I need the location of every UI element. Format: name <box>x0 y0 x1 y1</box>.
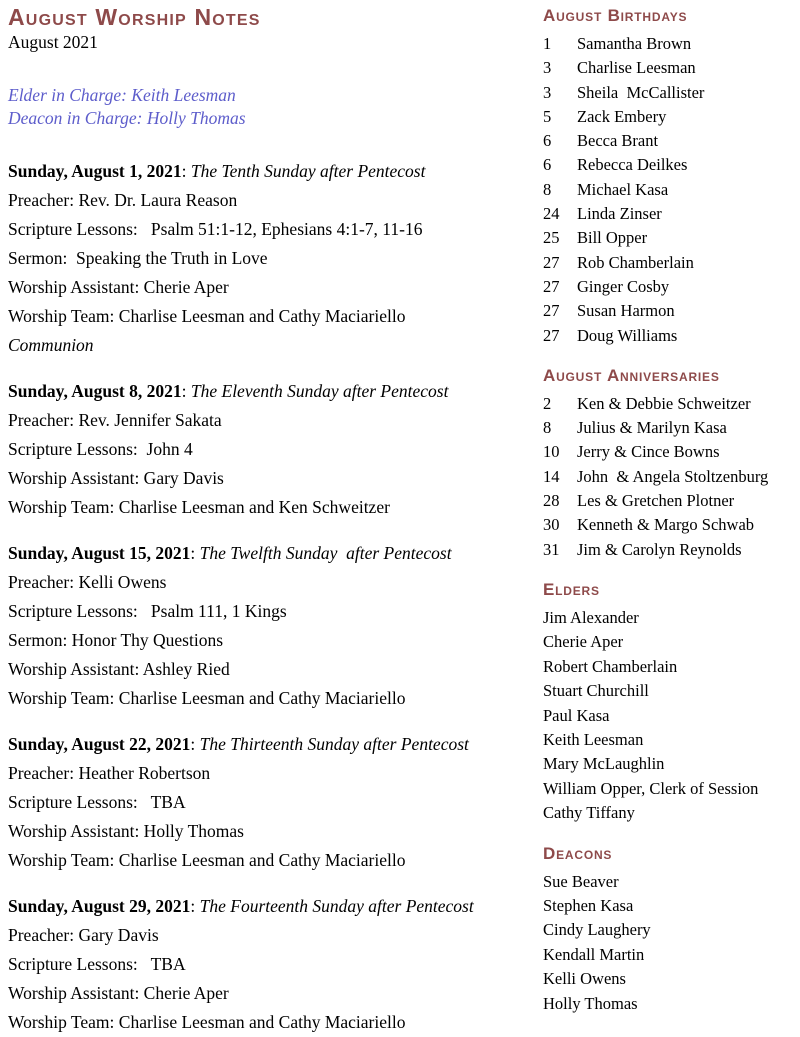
anniversary-day: 30 <box>543 515 560 535</box>
page-subtitle: August 2021 <box>8 32 98 52</box>
worship-team-line: Worship Team: Charlise Leesman and Cathy Maciariello <box>8 306 406 326</box>
anniversary-name: Ken & Debbie Schweitzer <box>577 393 751 413</box>
birthday-name: Susan Harmon <box>577 301 675 321</box>
deacons-heading: Deacons <box>543 843 613 863</box>
service-title: The Tenth Sunday after Pentecost <box>190 161 426 181</box>
birthday-row <box>543 275 800 299</box>
preacher-line: Preacher: Rev. Dr. Laura Reason <box>8 190 238 210</box>
birthday-name: Zack Embery <box>577 106 667 126</box>
service-block-aug-29 <box>8 892 513 1037</box>
birthday-row <box>543 129 800 153</box>
birthday-name: Ginger Cosby <box>577 276 670 296</box>
elder-name: Robert Chamberlain <box>543 656 678 676</box>
elder-name: Cathy Tiffany <box>543 803 635 823</box>
date-separator: : <box>190 734 200 754</box>
date-separator: : <box>181 161 191 181</box>
anniversary-row <box>543 416 800 440</box>
anniversary-row <box>543 440 800 464</box>
anniversary-row <box>543 513 800 537</box>
scripture-line: Scripture Lessons: John 4 <box>8 439 193 459</box>
birthday-row <box>543 324 800 348</box>
elder-name: Paul Kasa <box>543 705 610 725</box>
service-date: Sunday, August 29, 2021 <box>8 896 191 916</box>
service-date: Sunday, August 1, 2021 <box>8 161 182 181</box>
anniversary-day: 10 <box>543 442 560 462</box>
birthday-name: Bill Opper <box>577 228 648 248</box>
birthday-day: 27 <box>543 325 560 345</box>
birthday-row <box>543 56 800 80</box>
service-block-aug-1 <box>8 157 513 360</box>
anniversary-name: Julius & Marilyn Kasa <box>577 418 727 438</box>
birthday-name: Rebecca Deilkes <box>577 155 688 175</box>
communion-note: Communion <box>8 335 94 355</box>
birthday-name: Sheila McCallister <box>577 82 705 102</box>
birthday-day: 27 <box>543 276 560 296</box>
roster-column <box>543 5 800 1037</box>
anniversary-day: 31 <box>543 539 560 559</box>
anniversary-row <box>543 392 800 416</box>
birthday-row <box>543 202 800 226</box>
anniversary-day: 8 <box>543 418 552 438</box>
birthday-row <box>543 251 800 275</box>
service-date: Sunday, August 8, 2021 <box>8 381 182 401</box>
birthday-day: 27 <box>543 252 560 272</box>
birthday-day: 6 <box>543 131 552 151</box>
worship-assistant-line: Worship Assistant: Holly Thomas <box>8 821 244 841</box>
scripture-line: Scripture Lessons: TBA <box>8 792 186 812</box>
date-separator: : <box>190 896 200 916</box>
birthdays-heading: August Birthdays <box>543 6 688 25</box>
birthday-day: 3 <box>543 58 552 78</box>
elder-name: Stuart Churchill <box>543 681 649 701</box>
deacon-name: Holly Thomas <box>543 993 638 1013</box>
in-charge-block <box>8 84 513 130</box>
sermon-line: Sermon: Speaking the Truth in Love <box>8 248 268 268</box>
preacher-line: Preacher: Rev. Jennifer Sakata <box>8 410 222 430</box>
elder-name: William Opper, Clerk of Session <box>543 778 759 798</box>
service-block-aug-15 <box>8 539 513 713</box>
anniversaries-section <box>543 365 800 562</box>
page-title: August Worship Notes <box>8 4 261 30</box>
deacon-name: Kelli Owens <box>543 969 626 989</box>
service-heading <box>8 157 513 186</box>
service-heading <box>8 539 513 568</box>
birthday-day: 25 <box>543 228 560 248</box>
worship-team-line: Worship Team: Charlise Leesman and Cathy Maciariello <box>8 1012 406 1032</box>
worship-team-line: Worship Team: Charlise Leesman and Ken Schweitzer <box>8 497 390 517</box>
birthday-row <box>543 299 800 323</box>
birthday-name: Linda Zinser <box>577 204 662 224</box>
service-heading <box>8 730 513 759</box>
worship-assistant-line: Worship Assistant: Ashley Ried <box>8 659 230 679</box>
service-title: The Fourteenth Sunday after Pentecost <box>199 896 474 916</box>
birthday-day: 1 <box>543 34 552 53</box>
birthday-day: 27 <box>543 301 560 321</box>
elder-name: Keith Leesman <box>543 729 644 749</box>
birthday-day: 5 <box>543 106 552 126</box>
preacher-line: Preacher: Kelli Owens <box>8 572 167 592</box>
birthday-name: Becca Brant <box>577 131 659 151</box>
scripture-line: Scripture Lessons: Psalm 111, 1 Kings <box>8 601 287 621</box>
date-separator: : <box>181 381 191 401</box>
worship-assistant-line: Worship Assistant: Cherie Aper <box>8 277 229 297</box>
anniversary-row <box>543 538 800 562</box>
deacon-name: Sue Beaver <box>543 871 619 891</box>
birthday-name: Michael Kasa <box>577 179 669 199</box>
service-date: Sunday, August 15, 2021 <box>8 543 191 563</box>
service-block-aug-8 <box>8 377 513 522</box>
birthday-name: Rob Chamberlain <box>577 252 694 272</box>
anniversary-name: Kenneth & Margo Schwab <box>577 515 755 535</box>
sermon-line: Sermon: Honor Thy Questions <box>8 630 224 650</box>
service-title: The Twelfth Sunday after Pentecost <box>199 543 452 563</box>
anniversary-day: 28 <box>543 491 560 511</box>
deacon-name: Cindy Laughery <box>543 920 651 940</box>
birthdays-section <box>543 5 800 348</box>
birthday-row <box>543 153 800 177</box>
birthday-row <box>543 178 800 202</box>
birthday-day: 6 <box>543 155 552 175</box>
scripture-line: Scripture Lessons: Psalm 51:1-12, Ephesians 4:1-7, 11-16 <box>8 219 423 239</box>
anniversary-name: Les & Gretchen Plotner <box>577 491 735 511</box>
anniversary-day: 2 <box>543 393 552 413</box>
service-block-aug-22 <box>8 730 513 875</box>
elder-in-charge: Elder in Charge: Keith Leesman <box>8 85 236 105</box>
anniversaries-heading: August Anniversaries <box>543 365 720 385</box>
birthday-day: 24 <box>543 204 560 224</box>
service-heading <box>8 377 513 406</box>
worship-assistant-line: Worship Assistant: Cherie Aper <box>8 983 229 1003</box>
birthday-name: Samantha Brown <box>577 34 692 53</box>
worship-team-line: Worship Team: Charlise Leesman and Cathy Maciariello <box>8 850 406 870</box>
preacher-line: Preacher: Heather Robertson <box>8 763 211 783</box>
deacons-section <box>543 843 800 1016</box>
anniversary-name: Jerry & Cince Bowns <box>577 442 720 462</box>
elders-section <box>543 579 800 826</box>
service-title: The Thirteenth Sunday after Pentecost <box>199 734 469 754</box>
anniversary-name: John & Angela Stoltzenburg <box>577 466 769 486</box>
birthday-name: Charlise Leesman <box>577 58 696 78</box>
birthday-row <box>543 226 800 250</box>
service-title: The Eleventh Sunday after Pentecost <box>190 381 449 401</box>
birthday-row <box>543 81 800 105</box>
date-separator: : <box>190 543 200 563</box>
elder-name: Cherie Aper <box>543 632 624 652</box>
anniversary-row <box>543 489 800 513</box>
deacon-name: Kendall Martin <box>543 944 645 964</box>
worship-notes-column <box>8 5 513 1037</box>
anniversary-name: Jim & Carolyn Reynolds <box>577 539 742 559</box>
worship-team-line: Worship Team: Charlise Leesman and Cathy Maciariello <box>8 688 406 708</box>
birthday-row <box>543 32 800 56</box>
birthday-name: Doug Williams <box>577 325 678 345</box>
elder-name: Jim Alexander <box>543 607 639 627</box>
anniversary-day: 14 <box>543 466 560 486</box>
deacon-name: Stephen Kasa <box>543 896 634 915</box>
birthday-day: 3 <box>543 82 552 102</box>
anniversary-row <box>543 465 800 489</box>
service-heading <box>8 892 513 921</box>
deacon-in-charge: Deacon in Charge: Holly Thomas <box>8 108 246 128</box>
preacher-line: Preacher: Gary Davis <box>8 925 159 945</box>
birthday-day: 8 <box>543 179 552 199</box>
worship-assistant-line: Worship Assistant: Gary Davis <box>8 468 224 488</box>
service-date: Sunday, August 22, 2021 <box>8 734 191 754</box>
scripture-line: Scripture Lessons: TBA <box>8 954 186 974</box>
birthday-row <box>543 105 800 129</box>
elder-name: Mary McLaughlin <box>543 754 665 774</box>
elders-heading: Elders <box>543 579 600 599</box>
